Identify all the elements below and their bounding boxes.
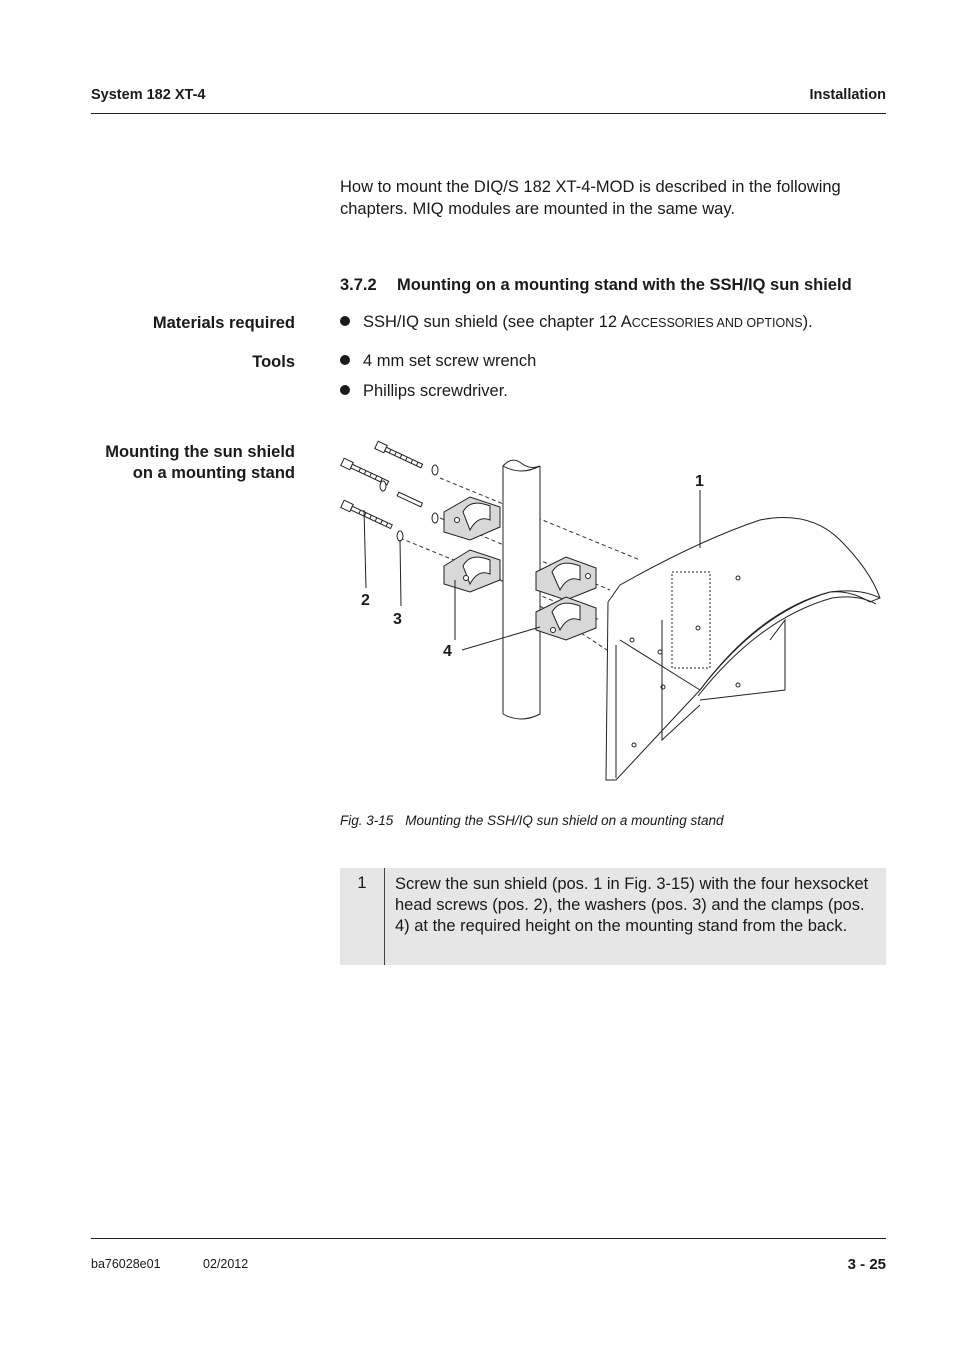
materials-item-smallcaps: CCESSORIES AND OPTIONS [631,316,803,330]
callout-4-label: 4 [443,643,452,660]
section-title: Mounting on a mounting stand with the SSH/IQ sun shield [397,276,852,294]
section-number: 3.7.2 [340,276,377,294]
tools-item [340,382,508,401]
figure-caption-text: Mounting the SSH/IQ sun shield on a mounting stand [405,813,724,828]
materials-item-text: SSH/IQ sun shield (see chapter 12 A [363,313,632,331]
mounting-diagram [330,430,890,790]
intro-paragraph: How to mount the DIQ/S 182 XT-4-MOD is described in the following chapters. MIQ modules are mounted in the same way. [340,178,841,218]
materials-item [340,313,813,332]
mounting-stand-pole [503,460,540,719]
page-number: 3 - 25 [847,1256,886,1273]
tools-label: Tools [252,353,295,371]
footer-rule [91,1238,886,1239]
header-rule [91,113,886,114]
sun-shield-icon [606,518,880,781]
section-heading [340,276,852,295]
step-table [340,868,886,965]
header-document-title: System 182 XT-4 [91,87,206,103]
materials-label: Materials required [152,314,295,332]
bullet-icon [340,316,350,326]
footer-date: 02/2012 [203,1257,249,1271]
tools-item [340,352,536,371]
figure-caption-number: Fig. 3-15 [340,813,394,828]
callout-1-label: 1 [695,473,704,490]
bullet-icon [340,385,350,395]
bullet-icon [340,355,350,365]
step-text: Screw the sun shield (pos. 1 in Fig. 3-15) with the four hexsocket head screws (pos. 2), the washers (pos. 3) and the clamps (pos. 4) at the required height on the mounting stand from the back. [395,875,869,935]
washer-icons [380,465,438,541]
callout-3-label: 3 [393,611,402,628]
figure-section-label-line1: Mounting the sun shield [105,443,295,461]
footer-doc-id: ba76028e01 [91,1257,161,1271]
callout-2-label: 2 [361,592,370,609]
figure-caption [340,813,723,828]
figure-section-label [105,442,295,484]
materials-item-suffix: ). [802,313,813,331]
figure-section-label-line2: on a mounting stand [132,464,295,482]
step-number: 1 [340,868,385,965]
header-chapter-title: Installation [809,87,886,103]
tools-item-text: 4 mm set screw wrench [363,352,537,370]
tools-item-text: Phillips screwdriver. [363,382,508,400]
